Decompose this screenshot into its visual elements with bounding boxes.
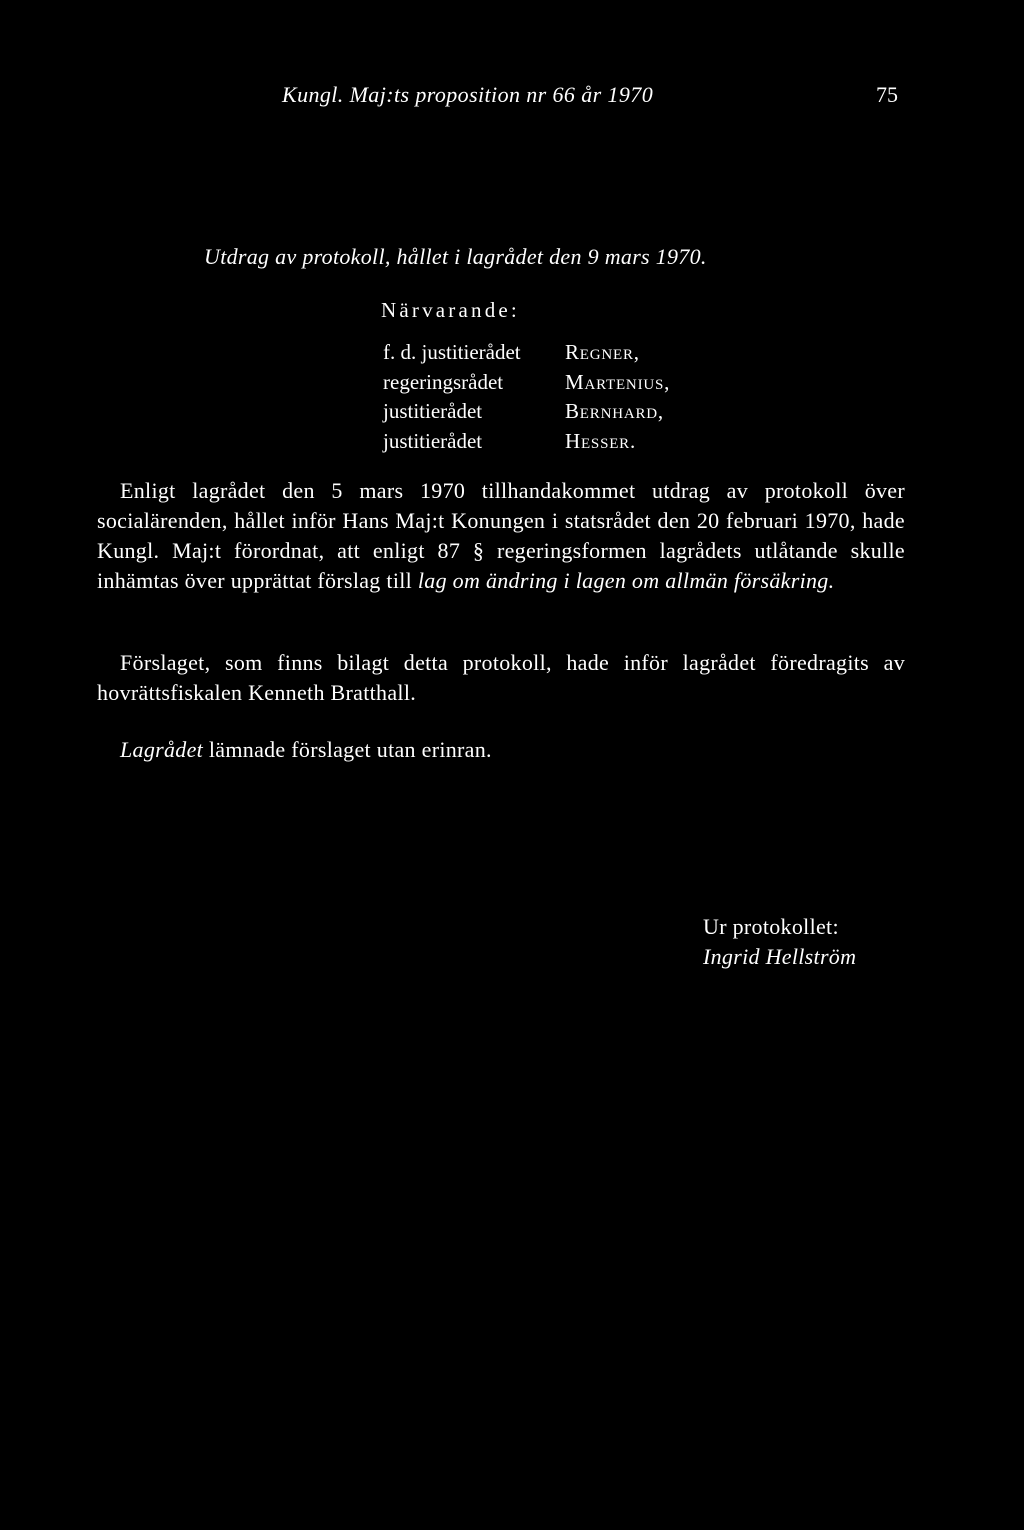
attendee-name: Hesser. — [565, 428, 637, 453]
attendee-row — [383, 397, 670, 427]
attendee-title: justitierådet — [383, 428, 483, 453]
referral-text: Enligt lagrådet den 5 mars 1970 tillhandakommet utdrag av protokoll över socialärenden, hållet inför Hans Maj:t Konungen i statsrådet den 20 februari 1970, hade Kungl. Maj:t förordnat, att enligt 87 § regeringsformen lagrådets utlåtande skulle inhämtas över upprättat förslag till — [97, 478, 905, 593]
body-paragraph-presentation: Förslaget, som finns bilagt detta protokoll, hade inför lagrådet föredragits av hovrättsfiskalen Kenneth Bratthall. — [97, 650, 905, 705]
signoff — [703, 912, 856, 972]
attendee-title: regeringsrådet — [383, 369, 504, 394]
conclusion-text: lämnade förslaget utan erinran. — [203, 737, 492, 762]
signoff-label: Ur protokollet: — [703, 914, 839, 939]
attendee-name: Bernhard, — [565, 399, 664, 423]
attendee-row — [383, 368, 670, 398]
attendee-list — [383, 338, 670, 456]
protocol-heading: Utdrag av protokoll, hållet i lagrådet den 9 mars 1970. — [204, 244, 707, 269]
signer-name: Ingrid Hellström — [703, 944, 857, 969]
body-paragraph-referral — [97, 476, 905, 596]
council-name: Lagrådet — [120, 737, 204, 762]
attendee-title: justitierådet — [383, 399, 483, 423]
attendee-row — [383, 338, 670, 368]
attendee-title: f. d. justitierådet — [383, 340, 521, 364]
page-number: 75 — [876, 82, 898, 107]
attendee-name: Regner, — [565, 340, 640, 364]
bill-title: lag om ändring i lagen om allmän försäkring. — [417, 568, 835, 593]
body-paragraph-conclusion — [97, 735, 905, 765]
attendee-name: Martenius, — [565, 369, 671, 394]
present-label: Närvarande: — [381, 298, 520, 322]
running-head: Kungl. Maj:ts proposition nr 66 år 1970 — [282, 82, 654, 107]
attendee-row — [383, 427, 670, 457]
